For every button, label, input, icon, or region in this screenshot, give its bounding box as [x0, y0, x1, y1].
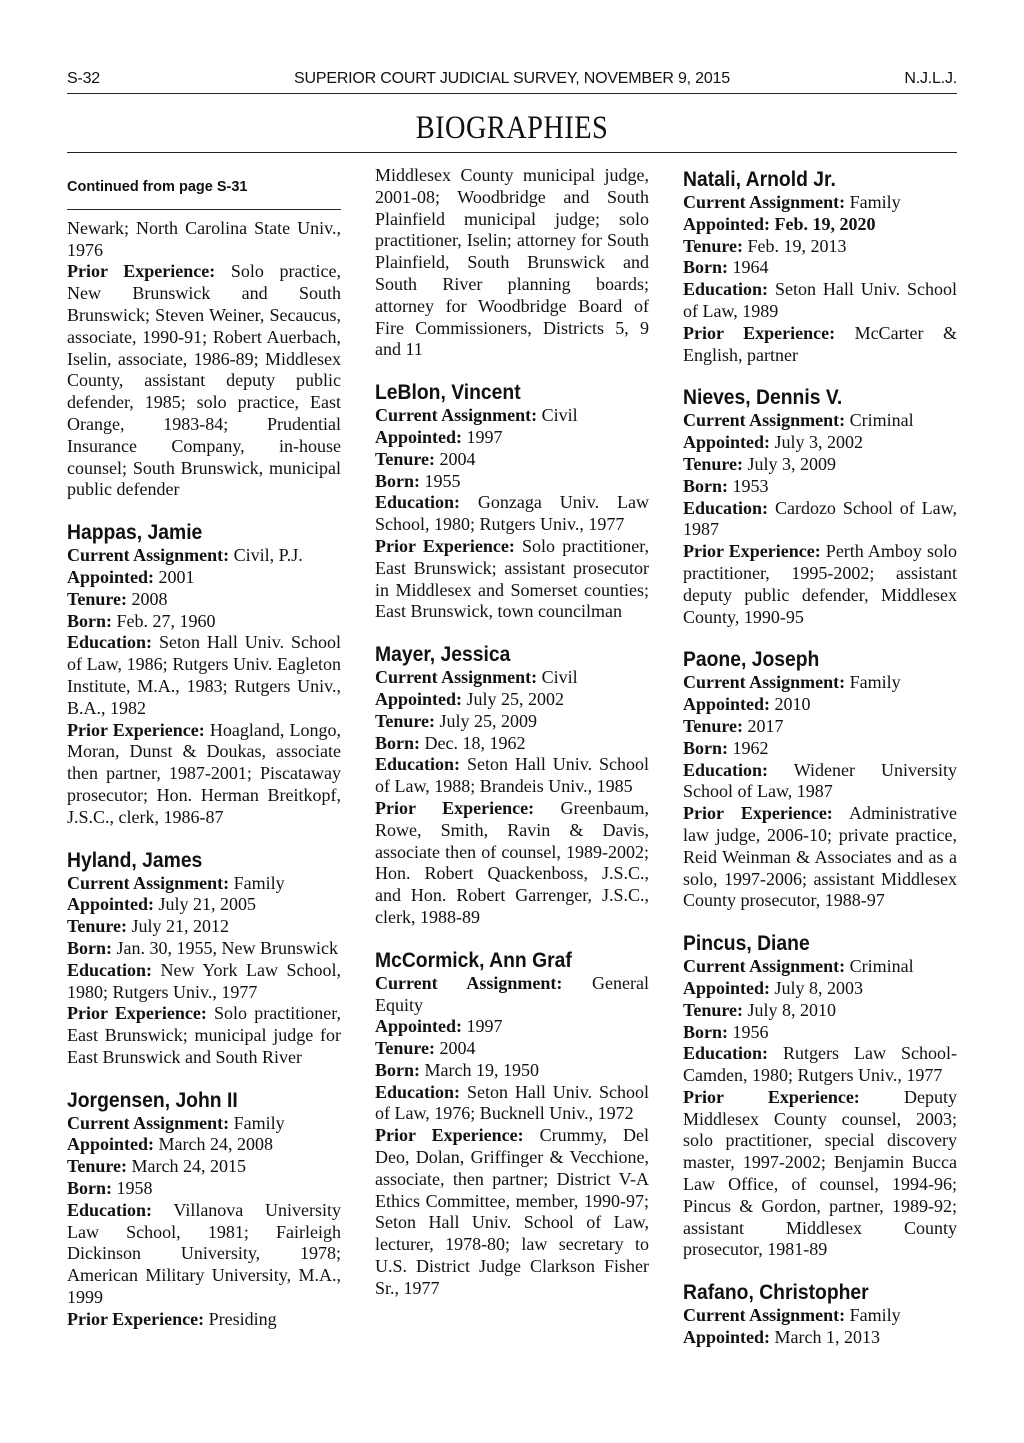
tenure-line: [683, 236, 957, 258]
publication-line: SUPERIOR COURT JUDICIAL SURVEY, NOVEMBER 9, 2015: [294, 70, 730, 87]
born-label: Born:: [683, 737, 728, 758]
appointed-label: Appointed:: [67, 894, 155, 915]
tenure-value: July 8, 2010: [743, 999, 837, 1020]
education-value: Seton Hall Univ. School of Law, 1986; Rutgers Univ. Eagleton Institute, M.A., 1983; Rutgers Univ., B.A., 1982: [67, 632, 341, 718]
appointed-label: Appointed:: [683, 1327, 771, 1348]
appointed-value: 1997: [462, 426, 503, 447]
prior-value: Administrative law judge, 2006-10; private practice, Reid Weinman & Associates and as a solo, 1997-2006; assistant Middlesex County prosecutor, 1988-97: [683, 803, 957, 911]
born-value: 1955: [420, 470, 461, 491]
education-label: Education:: [67, 1199, 153, 1220]
appointed-value: March 1, 2013: [770, 1327, 881, 1348]
education-label: Education:: [683, 1043, 769, 1064]
assignment-label: Current Assignment:: [375, 405, 538, 426]
education-label: Education:: [683, 497, 769, 518]
tenure-line: [683, 716, 957, 738]
appointed-line: [67, 894, 341, 916]
born-label: Born:: [67, 610, 112, 631]
tenure-line: [67, 916, 341, 938]
born-line: [683, 738, 957, 760]
born-line: [683, 257, 957, 279]
assignment-label: Current Assignment:: [375, 972, 563, 993]
prior-label: Prior Experience:: [67, 1003, 207, 1024]
appointed-line: [683, 1327, 957, 1349]
assignment-line: [375, 667, 649, 689]
born-label: Born:: [375, 470, 420, 491]
assignment-value: Family: [845, 192, 901, 212]
appointed-value: March 24, 2008: [154, 1134, 274, 1155]
tenure-label: Tenure:: [375, 448, 436, 469]
tenure-value: 2017: [743, 715, 784, 736]
assignment-value: Civil, P.J.: [229, 545, 303, 566]
born-value: 1953: [728, 475, 769, 496]
prior-value: Solo practitioner, East Brunswick; municipal judge for East Brunswick and South River: [67, 1003, 341, 1067]
assignment-label: Current Assignment:: [683, 410, 846, 431]
appointed-value: July 21, 2005: [154, 894, 257, 915]
appointed-label: Appointed:: [683, 977, 771, 998]
appointed-value: 2001: [154, 566, 195, 587]
education-line: [375, 492, 649, 536]
appointed-label: Appointed:: [67, 1134, 155, 1155]
appointed-line: [375, 427, 649, 449]
column-1: [67, 165, 341, 1331]
assignment-value: Criminal: [845, 410, 914, 431]
assignment-value: Family: [229, 1112, 285, 1133]
tenure-line: [375, 711, 649, 733]
tenure-line: [375, 449, 649, 471]
born-line: [683, 476, 957, 498]
assignment-value: General Equity: [375, 972, 650, 1015]
prior-label: Prior Experience:: [375, 797, 535, 818]
appointed-label: Appointed:: [683, 432, 771, 453]
tenure-label: Tenure:: [67, 588, 128, 609]
education-value: Gonzaga Univ. Law School, 1980; Rutgers Univ., 1977: [375, 492, 649, 535]
prior-label: Prior Experience:: [683, 803, 833, 824]
assignment-label: Current Assignment:: [683, 192, 846, 212]
page-number: S-32: [67, 70, 100, 87]
assignment-line: [67, 873, 341, 895]
tenure-value: 2004: [435, 1038, 476, 1059]
prior-label: Prior Experience:: [375, 535, 515, 556]
prior-line: [683, 323, 957, 367]
assignment-value: Civil: [537, 405, 578, 426]
assignment-line: [67, 1113, 341, 1135]
education-label: Education:: [375, 492, 461, 513]
judge-name: Nieves, Dennis V.: [683, 386, 843, 410]
education-value: Villanova University Law School, 1981; Fairleigh Dickinson University, 1978; American Military University, M.A., 1999: [67, 1199, 341, 1308]
assignment-line: [683, 192, 957, 214]
prior-value: Greenbaum, Rowe, Smith, Ravin & Davis, associate then of counsel, 1989-2002; Hon. Robert Quackenboss, J.S.C., and Hon. Robert Garrenger, J.S.C., clerk, 1988-89: [375, 797, 649, 927]
education-line: [67, 632, 341, 719]
born-value: 1956: [728, 1021, 769, 1042]
prior-value: Hoagland, Longo, Moran, Dunst & Doukas, associate then partner, 1987-2001; Piscataway prosecutor; Hon. Herman Breitkopf, J.S.C., clerk, 1986-87: [67, 719, 341, 827]
assignment-label: Current Assignment:: [375, 667, 538, 688]
judge-name: McCormick, Ann Graf: [375, 948, 572, 972]
born-label: Born:: [683, 257, 728, 278]
education-line: [683, 1043, 957, 1087]
tenure-label: Tenure:: [683, 999, 744, 1020]
appointed-line: [375, 689, 649, 711]
education-value: Cardozo School of Law, 1987: [683, 497, 957, 540]
title-rule: [67, 152, 957, 153]
assignment-line: [683, 956, 957, 978]
appointed-line: [683, 694, 957, 716]
education-line: [683, 760, 957, 804]
born-line: [67, 1178, 341, 1200]
appointed-label: Appointed:: [683, 694, 771, 715]
prior-line: [375, 1125, 649, 1299]
education-line: [375, 754, 649, 798]
appointed-line: [375, 1016, 649, 1038]
born-label: Born:: [375, 732, 420, 753]
tenure-value: July 3, 2009: [743, 453, 837, 474]
assignment-label: Current Assignment:: [67, 1112, 230, 1133]
assignment-label: Current Assignment:: [67, 545, 230, 566]
appointed-value: July 3, 2002: [770, 432, 864, 453]
continued-prior: [67, 261, 341, 501]
appointed-value: 2010: [770, 694, 811, 715]
judge-name: Jorgensen, John II: [67, 1088, 238, 1112]
continued-label: Continued from page S-31: [67, 177, 341, 210]
prior-label: Prior Experience:: [67, 1308, 205, 1329]
prior-value: Deputy Middlesex County counsel, 2003; solo practitioner, special discovery master, 1997-2002; Benjamin Bucca Law Office, of counsel, 1994-96; Pincus & Gordon, partner, 1989-92; assistant Middlesex County prosecutor, 1981-89: [683, 1086, 957, 1260]
column-2: [375, 165, 649, 1300]
prior-label: Prior Experience:: [375, 1125, 524, 1146]
assignment-value: Family: [845, 1305, 901, 1326]
education-label: Education:: [683, 759, 769, 780]
judge-name: Natali, Arnold Jr.: [683, 168, 836, 191]
prior-label: Prior Experience:: [67, 261, 216, 282]
header-rule: [67, 93, 957, 94]
born-value: Jan. 30, 1955, New Brunswick: [112, 937, 338, 958]
tenure-label: Tenure:: [375, 710, 436, 731]
education-label: Education:: [683, 279, 769, 300]
appointed-value: July 25, 2002: [462, 688, 565, 709]
judge-name: Paone, Joseph: [683, 648, 820, 672]
tenure-label: Tenure:: [683, 715, 744, 736]
prior-line: [67, 720, 341, 829]
tenure-line: [67, 1156, 341, 1178]
prior-continuation: Middlesex County municipal judge, 2001-08; Woodbridge and South Plainfield municipal judge; solo practitioner, Iselin; attorney for South Plainfield, South Brunswick and South River planning boards; attorney for Woodbridge Board of Fire Commissioners, Districts 5, 9 and 11: [375, 165, 649, 360]
prior-line: [375, 798, 649, 929]
education-value: Seton Hall Univ. School of Law, 1989: [683, 279, 957, 321]
tenure-label: Tenure:: [67, 916, 128, 937]
assignment-line: [683, 1305, 957, 1327]
assignment-value: Civil: [537, 667, 578, 688]
tenure-value: March 24, 2015: [127, 1156, 246, 1177]
appointed-line: [683, 978, 957, 1000]
assignment-value: Criminal: [845, 956, 914, 977]
assignment-label: Current Assignment:: [683, 956, 846, 977]
born-value: Dec. 18, 1962: [420, 732, 526, 753]
assignment-value: Family: [229, 872, 285, 893]
education-value: Seton Hall Univ. School of Law, 1988; Brandeis Univ., 1985: [375, 754, 649, 797]
tenure-value: July 21, 2012: [127, 916, 230, 937]
assignment-line: [683, 410, 957, 432]
appointed-label: Appointed:: [683, 213, 771, 234]
assignment-line: [683, 672, 957, 694]
appointed-label: Appointed:: [375, 1016, 463, 1037]
born-value: 1962: [728, 737, 769, 758]
assignment-value: Family: [845, 672, 901, 693]
assignment-line: [375, 405, 649, 427]
tenure-label: Tenure:: [375, 1038, 436, 1059]
judge-name: LeBlon, Vincent: [375, 381, 521, 405]
prior-label: Prior Experience:: [67, 719, 205, 740]
judge-name: Rafano, Christopher: [683, 1281, 869, 1305]
prior-line-split: [67, 1309, 341, 1331]
continued-education: Newark; North Carolina State Univ., 1976: [67, 217, 341, 260]
tenure-label: Tenure:: [683, 453, 744, 474]
born-value: 1958: [112, 1178, 153, 1199]
assignment-label: Current Assignment:: [683, 1305, 846, 1326]
prior-line: [67, 1003, 341, 1068]
judge-name: Pincus, Diane: [683, 932, 810, 956]
education-line: [683, 279, 957, 323]
education-value: Rutgers Law School-Camden, 1980; Rutgers Univ., 1977: [683, 1043, 957, 1086]
education-line: [683, 498, 957, 542]
born-line: [67, 938, 341, 960]
tenure-line: [683, 454, 957, 476]
tenure-label: Tenure:: [67, 1156, 128, 1177]
prior-label: Prior Experience:: [683, 322, 836, 343]
prior-value: Solo practitioner, East Brunswick; assistant prosecutor in Middlesex and Somerset counties; East Brunswick, town councilman: [375, 535, 649, 622]
born-label: Born:: [67, 1178, 112, 1199]
born-line: [375, 1060, 649, 1082]
education-value: New York Law School, 1980; Rutgers Univ., 1977: [67, 959, 341, 1002]
education-label: Education:: [375, 754, 461, 775]
born-label: Born:: [375, 1059, 420, 1080]
tenure-value: 2004: [435, 448, 476, 469]
education-line: [67, 960, 341, 1004]
born-value: 1964: [728, 257, 769, 278]
judge-name: Happas, Jamie: [67, 521, 203, 545]
tenure-value: July 25, 2009: [435, 710, 538, 731]
born-label: Born:: [683, 475, 728, 496]
education-label: Education:: [67, 632, 153, 653]
tenure-value: 2008: [127, 588, 168, 609]
born-value: March 19, 1950: [420, 1059, 539, 1080]
appointed-label: Appointed:: [67, 566, 155, 587]
assignment-label: Current Assignment:: [67, 872, 230, 893]
tenure-value: Feb. 19, 2013: [743, 235, 847, 256]
education-line: [67, 1200, 341, 1309]
prior-line: [683, 541, 957, 628]
assignment-line: [67, 545, 341, 567]
born-value: Feb. 27, 1960: [112, 610, 216, 631]
education-line: [375, 1082, 649, 1126]
appointed-line: [683, 214, 957, 236]
judge-name: Hyland, James: [67, 848, 203, 872]
judge-name: Mayer, Jessica: [375, 643, 511, 667]
tenure-line: [375, 1038, 649, 1060]
born-line: [683, 1022, 957, 1044]
column-3: [683, 166, 957, 1349]
appointed-value: Feb. 19, 2020: [770, 213, 876, 234]
tenure-label: Tenure:: [683, 235, 744, 256]
prior-line: [375, 536, 649, 623]
tenure-line: [67, 589, 341, 611]
assignment-line: [375, 973, 649, 1017]
prior-line: [683, 803, 957, 912]
prior-label: Prior Experience:: [683, 1086, 860, 1107]
prior-value: Solo practice, New Brunswick and South Brunswick; Steven Weiner, Secaucus, associate, 1990-91; Robert Auerbach, Iselin, associate, 1986-89; Middlesex County, assistant deputy public defender, 1985; solo practice, East Orange, 1983-84; Prudential Insurance Company, in-house counsel; South Brunswick, municipal public defender: [67, 261, 342, 500]
education-value: Seton Hall Univ. School of Law, 1976; Bucknell Univ., 1972: [375, 1081, 649, 1124]
section-title: BIOGRAPHIES: [415, 110, 609, 146]
journal-abbrev: N.J.L.J.: [904, 70, 957, 87]
born-line: [67, 611, 341, 633]
appointed-label: Appointed:: [375, 688, 463, 709]
appointed-label: Appointed:: [375, 426, 463, 447]
education-label: Education:: [375, 1081, 461, 1102]
education-value: Widener University School of Law, 1987: [683, 759, 957, 802]
appointed-value: 1997: [462, 1016, 503, 1037]
appointed-line: [67, 567, 341, 589]
prior-value: McCarter & English, partner: [683, 322, 957, 365]
prior-label: Prior Experience:: [683, 541, 821, 562]
born-label: Born:: [683, 1021, 728, 1042]
appointed-line: [683, 432, 957, 454]
running-header: [67, 66, 957, 92]
assignment-label: Current Assignment:: [683, 672, 846, 693]
education-label: Education:: [67, 959, 153, 980]
born-line: [375, 733, 649, 755]
born-line: [375, 471, 649, 493]
tenure-line: [683, 1000, 957, 1022]
appointed-line: [67, 1134, 341, 1156]
prior-line: [683, 1087, 957, 1261]
prior-value-part1: Presiding: [204, 1308, 277, 1329]
prior-value: Perth Amboy solo practitioner, 1995-2002; assistant deputy public defender, Middlesex County, 1990-95: [683, 541, 957, 627]
born-label: Born:: [67, 937, 112, 958]
appointed-value: July 8, 2003: [770, 977, 864, 998]
prior-value: Crummy, Del Deo, Dolan, Griffinger & Vecchione, associate, then partner; District V-A Ethics Committee, member, 1990-97; Seton Hall Univ. School of Law, lecturer, 1978-80; law secretary to U.S. District Judge Clarkson Fisher Sr., 1977: [375, 1125, 649, 1298]
